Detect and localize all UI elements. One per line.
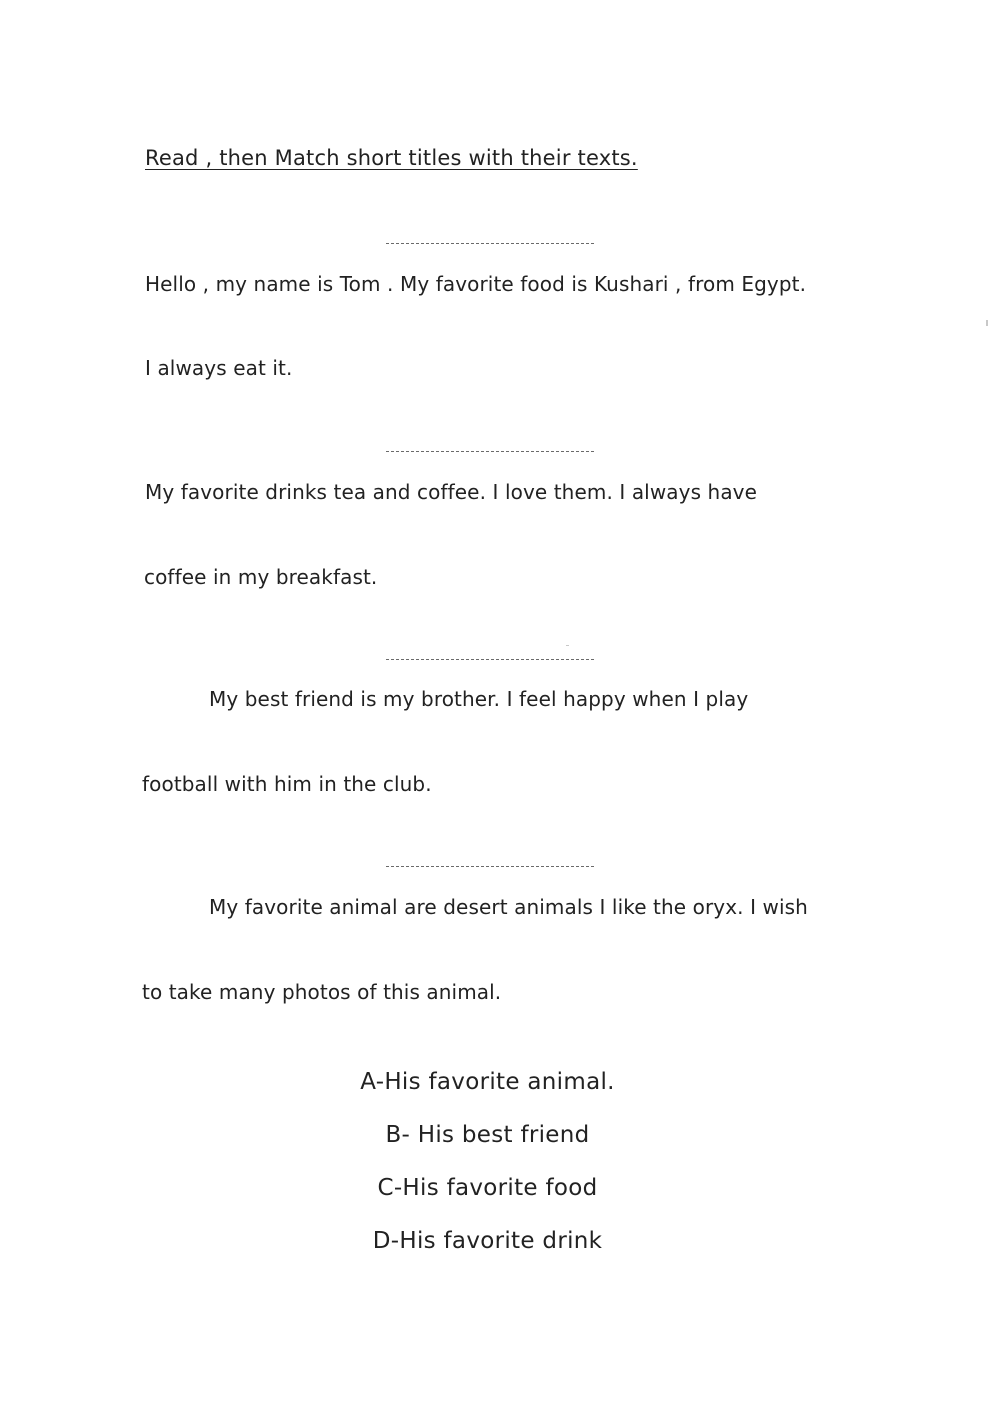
answer-blank-2[interactable] [386,451,594,452]
option-c: C-His favorite food [377,1175,598,1201]
answer-blank-4[interactable] [386,866,594,867]
answer-blank-3[interactable] [386,659,594,660]
text-2-line-1: My favorite drinks tea and coffee. I love them. I always have [145,480,758,504]
text-4-line-2: to take many photos of this animal. [142,980,502,1004]
option-a: A-His favorite animal. [360,1069,615,1095]
answer-blank-1[interactable] [386,243,594,244]
text-3-line-1: My best friend is my brother. I feel happy when I play [209,687,749,711]
scan-speck [986,320,988,326]
option-d: D-His favorite drink [372,1228,603,1254]
scan-speck [566,645,569,646]
text-1-line-2: I always eat it. [145,356,293,380]
text-1-line-1: Hello , my name is Tom . My favorite food is Kushari , from Egypt. [145,272,807,296]
option-b: B- His best friend [385,1122,590,1148]
text-4-line-1: My favorite animal are desert animals I like the oryx. I wish [209,895,808,919]
text-2-line-2: coffee in my breakfast. [144,565,378,589]
instruction-heading: Read , then Match short titles with their texts. [145,146,638,170]
title-options-list [0,1062,975,1274]
text-3-line-2: football with him in the club. [142,772,432,796]
